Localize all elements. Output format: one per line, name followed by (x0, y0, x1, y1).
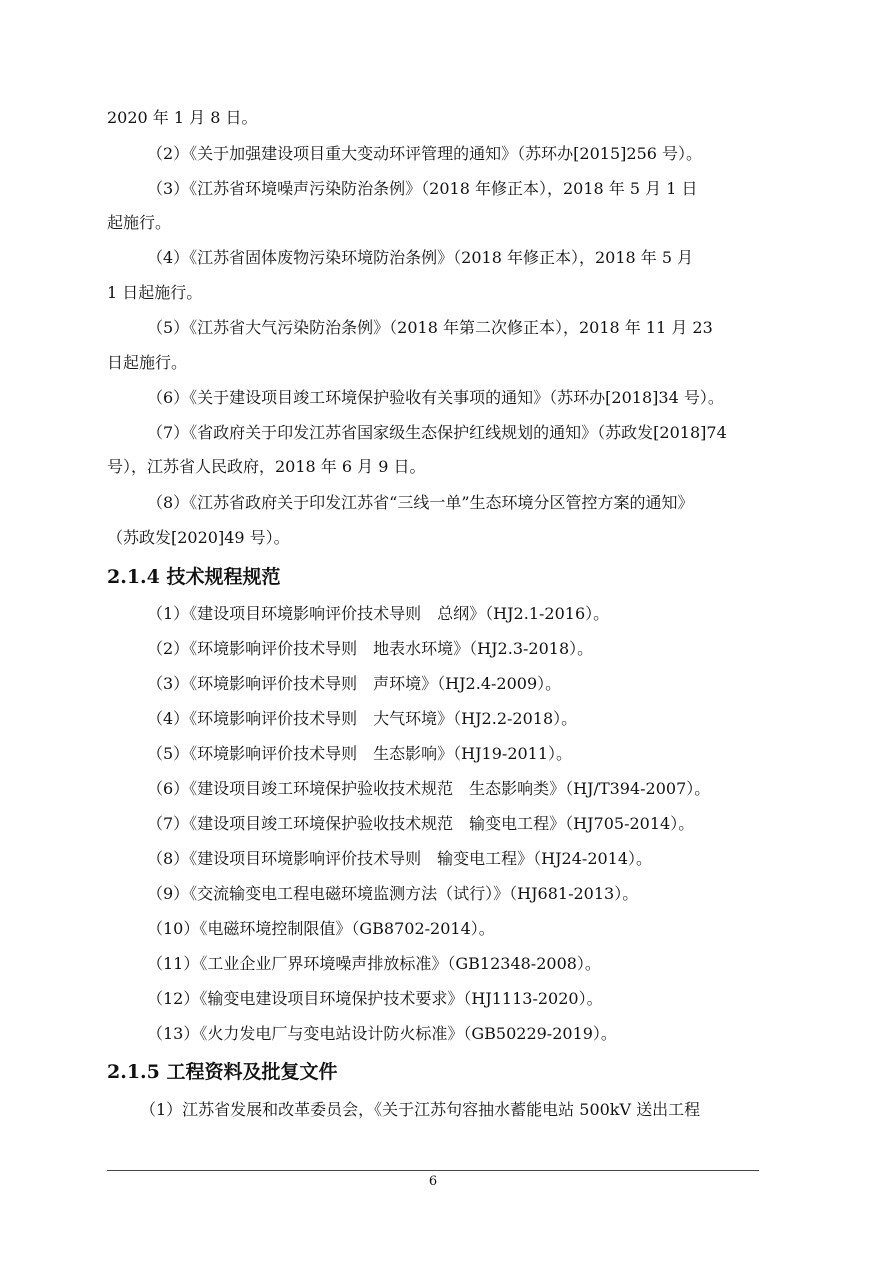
standard-item-3: （3）《环境影响评价技术导则 声环境》（HJ2.4-2009）。 (147, 674, 562, 693)
standard-item-1: （1）《建设项目环境影响评价技术导则 总纲》（HJ2.1-2016）。 (147, 604, 610, 623)
page-number: 6 (428, 1174, 438, 1189)
regulation-item-2: （2）《关于加强建设项目重大变动环评管理的通知》（苏环办[2015]256 号）。 (147, 144, 703, 163)
regulation-item-5: （5）《江苏省大气污染防治条例》（2018 年第二次修正本），2018 年 11 月 23 (147, 318, 713, 337)
regulation-item-7-continuation: 号），江苏省人民政府，2018 年 6 月 9 日。 (107, 457, 426, 476)
regulation-item-6: （6）《关于建设项目竣工环境保护验收有关事项的通知》（苏环办[2018]34 号）。 (147, 388, 724, 407)
standard-item-4: （4）《环境影响评价技术导则 大气环境》（HJ2.2-2018）。 (147, 709, 578, 728)
regulation-item-3-continuation: 起施行。 (107, 213, 172, 232)
document-item-1: （1）江苏省发展和改革委员会，《关于江苏句容抽水蓄能电站 500kV 送出工程 (140, 1100, 701, 1119)
standard-item-9: （9）《交流输变电工程电磁环境监测方法（试行）》（HJ681-2013）。 (147, 884, 639, 903)
regulation-item-4-continuation: 1 日起施行。 (107, 283, 203, 302)
regulation-item-7: （7）《省政府关于印发江苏省国家级生态保护红线规划的通知》（苏政发[2018]74 (147, 423, 727, 442)
section-heading-2-1-5: 2.1.5 工程资料及批复文件 (107, 1061, 338, 1083)
standard-item-12: （12）《输变电建设项目环境保护技术要求》（HJ1113-2020）。 (147, 989, 603, 1008)
regulation-item-8-continuation: （苏政发[2020]49 号）。 (107, 528, 290, 547)
standard-item-5: （5）《环境影响评价技术导则 生态影响》（HJ19-2011）。 (147, 744, 573, 763)
regulation-item-8: （8）《江苏省政府关于印发江苏省“三线一单”生态环境分区管控方案的通知》 (147, 493, 694, 512)
standard-item-13: （13）《火力发电厂与变电站设计防火标准》（GB50229-2019）。 (147, 1024, 617, 1043)
regulation-item-3: （3）《江苏省环境噪声污染防治条例》（2018 年修正本），2018 年 5 月 1 日 (147, 179, 698, 198)
top-continuation-text: 2020 年 1 月 8 日。 (107, 108, 258, 127)
standard-item-8: （8）《建设项目环境影响评价技术导则 输变电工程》（HJ24-2014）。 (147, 849, 653, 868)
standard-item-7: （7）《建设项目竣工环境保护验收技术规范 输变电工程》（HJ705-2014）。 (147, 814, 695, 833)
regulation-item-5-continuation: 日起施行。 (107, 353, 188, 372)
regulation-item-4: （4）《江苏省固体废物污染环境防治条例》（2018 年修正本），2018 年 5 月 (147, 248, 694, 267)
standard-item-2: （2）《环境影响评价技术导则 地表水环境》（HJ2.3-2018）。 (147, 639, 594, 658)
standard-item-10: （10）《电磁环境控制限值》（GB8702-2014）。 (147, 919, 495, 938)
standard-item-6: （6）《建设项目竣工环境保护验收技术规范 生态影响类》（HJ/T394-2007）。 (147, 779, 711, 798)
section-heading-2-1-4: 2.1.4 技术规程规范 (107, 566, 281, 588)
standard-item-11: （11）《工业企业厂界环境噪声排放标准》（GB12348-2008）。 (147, 954, 601, 973)
footer-divider (107, 1170, 759, 1171)
